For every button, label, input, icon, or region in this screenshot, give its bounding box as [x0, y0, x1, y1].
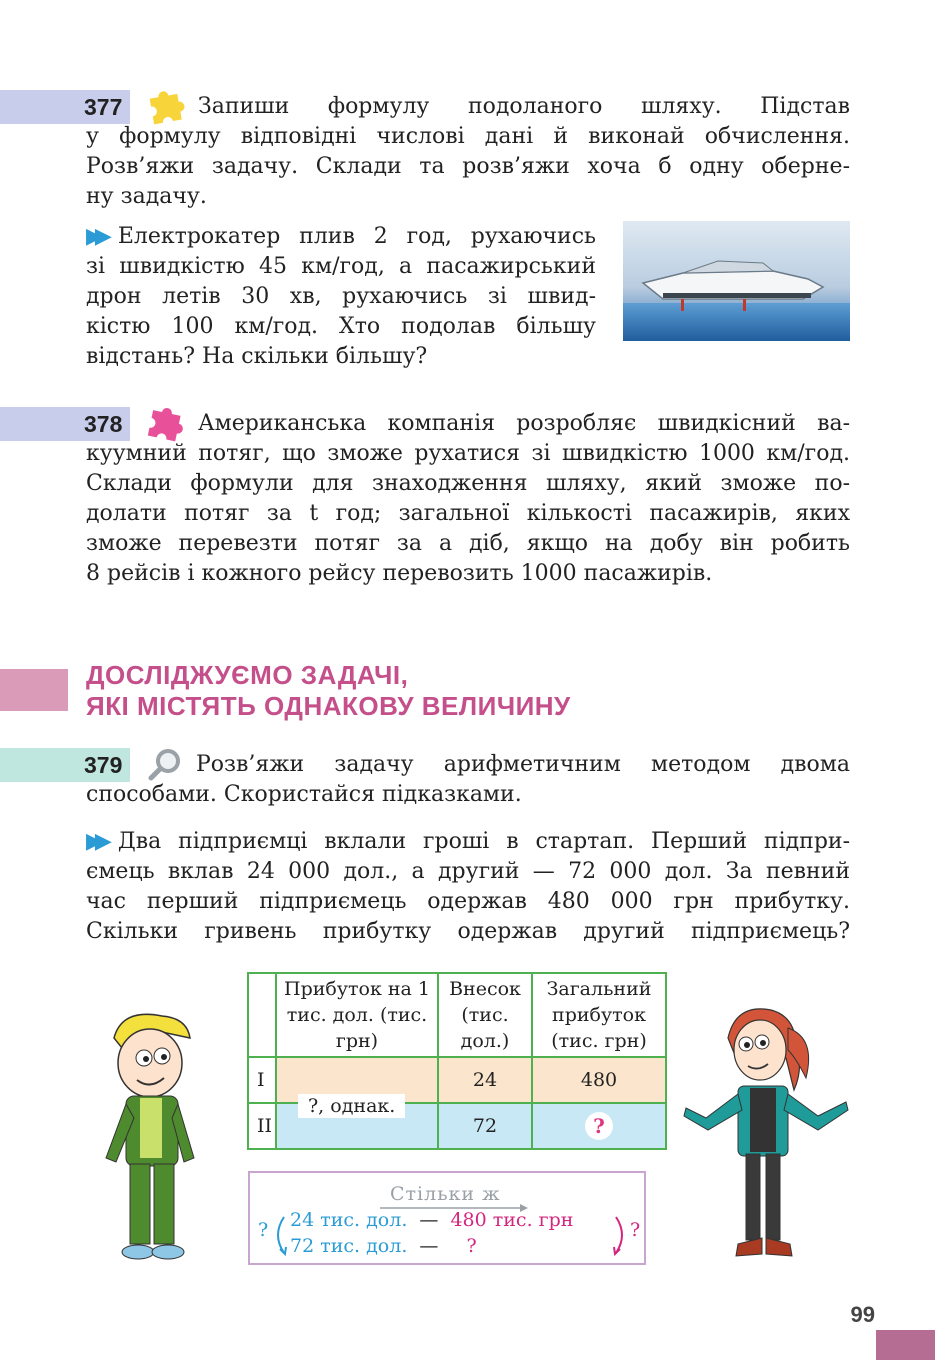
curved-arrow-icon — [270, 1213, 288, 1257]
text-line: дрон летів 30 хв, рухаючись зі швид- — [86, 284, 596, 309]
electric-boat-image — [623, 221, 850, 341]
text-line: ну задачу. — [86, 184, 207, 209]
text-line: способами. Скористайся підказками. — [86, 782, 522, 807]
text-line: Електрокатер плив 2 год, рухаючись — [117, 224, 596, 249]
text-line: Два підприємці вклали гроші в стартап. Перший підпри- — [117, 829, 850, 854]
text-line: Запиши формулу подоланого шляху. Підстав — [198, 94, 850, 119]
merged-note: ?, однак. — [298, 1094, 405, 1118]
hint-table — [247, 972, 667, 1150]
section-heading-band — [0, 669, 68, 711]
hint-line-2 — [290, 1235, 477, 1257]
hint-value: 480 тис. грн — [450, 1209, 574, 1231]
hint-title: Стільки ж — [390, 1183, 501, 1205]
heading-line: ДОСЛІДЖУЄМО ЗАДАЧІ, — [86, 660, 409, 690]
text-line: ємець вклав 24 000 дол., а другий — 72 000 дол. За певний — [86, 859, 850, 884]
hint-value: 24 тис. дол. — [290, 1209, 408, 1231]
text-line: Американська компанія розробляє швидкісний ва- — [198, 411, 850, 436]
boy-character-illustration — [92, 1008, 212, 1266]
text-line: куумний потяг, що зможе рухатися зі швидкістю 1000 км/год. — [86, 441, 850, 466]
problem-379-text — [86, 750, 850, 810]
problem-number-378: 378 — [84, 411, 123, 437]
girl-character-illustration — [676, 998, 856, 1266]
table-header: Загальний прибуток (тис. грн) — [532, 973, 666, 1057]
problem-378-text — [86, 409, 850, 589]
text-line: Скільки гривень прибутку одержав другий підприємець? — [86, 919, 850, 944]
dash: — — [419, 1235, 439, 1257]
table-header-row — [248, 973, 666, 1057]
text-line: Розв’яжи задачу. Склади та розв’яжи хоча б одну оберне- — [86, 154, 850, 179]
total-cell: 480 — [532, 1057, 666, 1103]
text-line: у формулу відповідні числові дані й виконай обчислення. — [86, 124, 850, 149]
curved-arrow-icon — [612, 1213, 630, 1257]
row-label: II — [248, 1103, 276, 1149]
hint-box — [248, 1171, 646, 1265]
heading-line: ЯКІ МІСТЯТЬ ОДНАКОВУ ВЕЛИЧИНУ — [86, 691, 571, 721]
left-question: ? — [258, 1219, 269, 1241]
page-number-band — [876, 1330, 935, 1360]
hint-value: 72 тис. дол. — [290, 1235, 408, 1257]
text-line: Склади формули для знаходження шляху, який зможе по- — [86, 471, 850, 496]
total-cell — [532, 1103, 666, 1149]
double-arrow-icon: ▶▶ — [86, 829, 104, 854]
text-line: Розв’яжи задачу арифметичним методом двома — [196, 752, 850, 777]
text-line: зі швидкістю 45 км/год, а пасажирський — [86, 254, 596, 279]
problem-377-task — [86, 222, 596, 372]
investment-cell: 72 — [438, 1103, 532, 1149]
text-line: зможе перевезти потяг за a діб, якщо на добу він робить — [86, 531, 850, 556]
problem-number-379: 379 — [84, 752, 123, 778]
table-corner-cell — [248, 973, 276, 1057]
row-label: I — [248, 1057, 276, 1103]
hint-line-1 — [290, 1209, 573, 1231]
table-header: Внесок (тис. дол.) — [438, 973, 532, 1057]
table-header: Прибуток на 1 тис. дол. (тис. грн) — [276, 973, 438, 1057]
page-number: 99 — [850, 1302, 875, 1327]
question-badge: ? — [585, 1112, 613, 1140]
hint-value: ? — [466, 1235, 477, 1257]
double-arrow-icon: ▶▶ — [86, 224, 104, 249]
text-line: кістю 100 км/год. Хто подолав більшу — [86, 314, 596, 339]
section-heading — [86, 660, 571, 722]
investment-cell: 24 — [438, 1057, 532, 1103]
right-question: ? — [630, 1219, 641, 1241]
text-line: відстань? На скільки більшу? — [86, 344, 428, 369]
text-line: 8 рейсів і кожного рейсу перевозить 1000 пасажирів. — [86, 561, 713, 586]
text-line: долати потяг за t год; загальної кількості пасажирів, яких — [86, 501, 850, 526]
text-line: час перший підприємець одержав 480 000 грн прибутку. — [86, 889, 850, 914]
problem-377-text — [86, 92, 850, 212]
problem-379-task — [86, 827, 850, 947]
dash: — — [419, 1209, 439, 1231]
problem-number-377: 377 — [84, 94, 123, 120]
